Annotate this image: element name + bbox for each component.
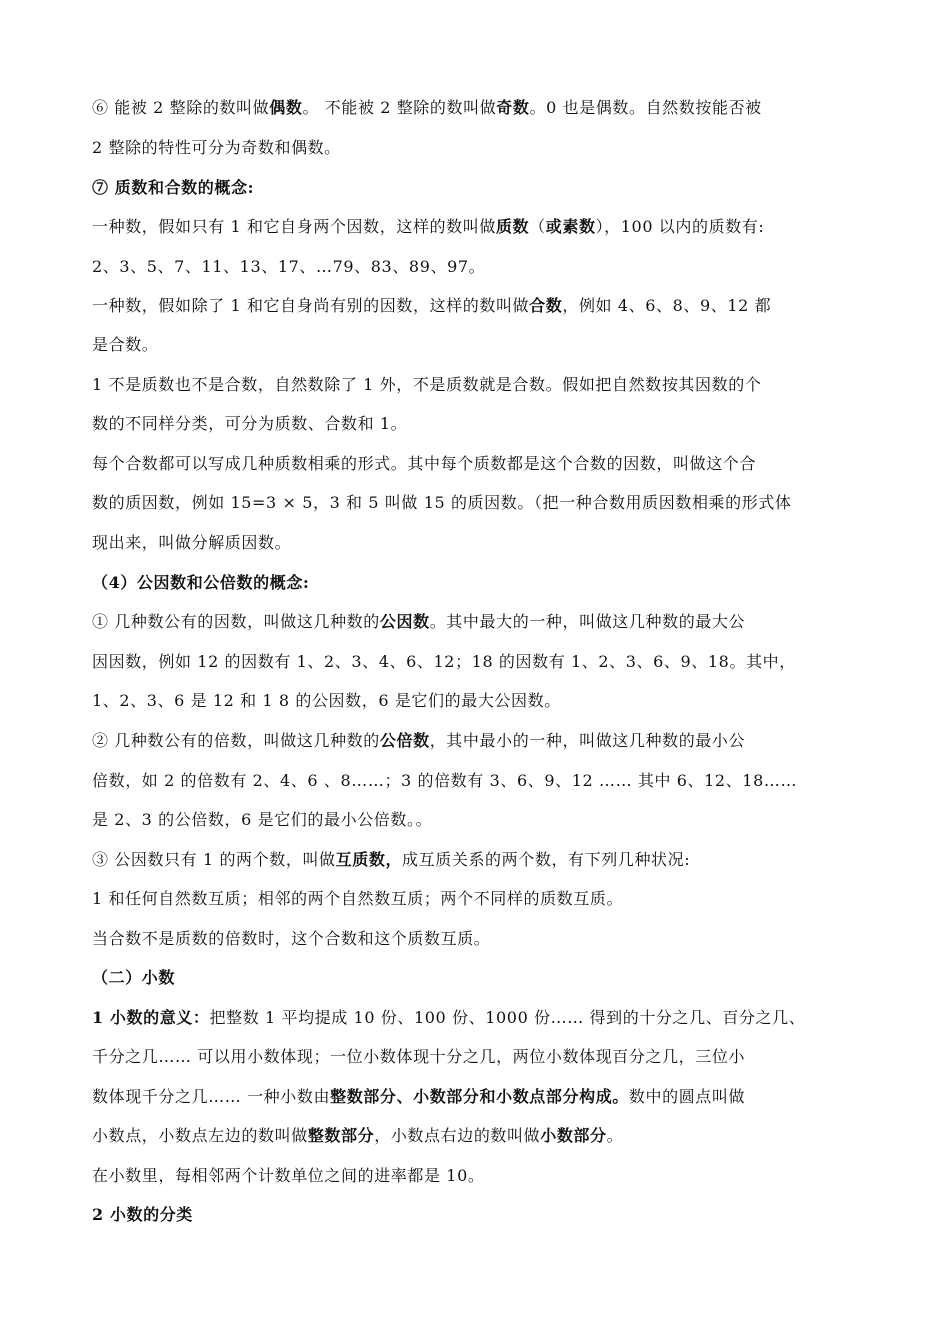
text-run: 。其中最大的一种，叫做这几种数的最大公 — [429, 612, 746, 631]
text-run: 。 不能被 2 整除的数叫做 — [302, 98, 497, 117]
text-line — [92, 888, 872, 910]
text-run: 数中的圆点叫做 — [628, 1087, 746, 1106]
text-line — [92, 1125, 872, 1147]
text-run: 1 和任何自然数互质；相邻的两个自然数互质；两个不同样的质数互质。 — [92, 889, 624, 908]
text-line — [92, 809, 872, 831]
bold-run: 互质数， — [335, 850, 403, 869]
text-line — [92, 572, 872, 594]
text-line — [92, 413, 872, 435]
text-run: 1、2、3、6 是 12 和 1 8 的公因数，6 是它们的最大公因数。 — [92, 691, 561, 710]
text-line — [92, 849, 872, 871]
text-run: ，小数点右边的数叫做 — [374, 1126, 541, 1145]
text-run: 小数点，小数点左边的数叫做 — [92, 1126, 308, 1145]
text-run: ① 几种数公有的因数，叫做这几种数的 — [92, 612, 380, 631]
text-run: ③ 公因数只有 1 的两个数，叫做 — [92, 850, 336, 869]
text-line — [92, 730, 872, 752]
text-run: （ — [529, 217, 546, 236]
text-run: 2、3、5、7、11、13、17、…79、83、89、97。 — [92, 257, 486, 276]
bold-run: 合数 — [529, 296, 563, 315]
text-run: 把整数 1 平均提成 10 份、100 份、1000 份…… 得到的十分之几、百分之几、 — [209, 1008, 806, 1027]
text-run: 现出来，叫做分解质因数。 — [92, 533, 292, 552]
text-line — [92, 1007, 872, 1029]
bold-run: 或素数 — [545, 217, 596, 236]
text-line — [92, 1046, 872, 1068]
bold-run: （二）小数 — [92, 968, 176, 987]
text-line — [92, 177, 872, 199]
text-run: ，例如 4、6、8、9、12 都 — [562, 296, 772, 315]
bold-run: 公倍数 — [379, 731, 430, 750]
bold-run: 整数部分 — [307, 1126, 375, 1145]
text-run: ，其中最小的一种，叫做这几种数的最小公 — [429, 731, 746, 750]
bold-run: （4）公因数和公倍数的概念: — [92, 573, 310, 592]
text-run: 2 整除的特性可分为奇数和偶数。 — [92, 138, 341, 157]
text-line — [92, 928, 872, 950]
text-run: 一种数，假如除了 1 和它自身尚有别的因数，这样的数叫做 — [92, 296, 530, 315]
text-run: 在小数里，每相邻两个计数单位之间的进率都是 10。 — [92, 1166, 485, 1185]
text-run: 数体现千分之几…… 一种小数由 — [92, 1087, 331, 1106]
text-run: 。0 也是偶数。自然数按能否被 — [529, 98, 762, 117]
text-line — [92, 967, 872, 989]
text-run: 每个合数都可以写成几种质数相乘的形式。其中每个质数都是这个合数的因数，叫做这个合 — [92, 454, 757, 473]
bold-run: 偶数 — [269, 98, 303, 117]
bold-run: 小数部分 — [540, 1126, 607, 1145]
text-line — [92, 690, 872, 712]
text-line — [92, 374, 872, 396]
bold-run: 整数部分、小数部分和小数点部分构成。 — [330, 1087, 629, 1106]
text-line — [92, 1086, 872, 1108]
text-line — [92, 137, 872, 159]
text-run: 是合数。 — [92, 335, 159, 354]
text-run: 1 不是质数也不是合数，自然数除了 1 外，不是质数就是合数。假如把自然数按其因数的个 — [92, 375, 762, 394]
text-line — [92, 256, 872, 278]
text-run: 。 — [606, 1126, 624, 1145]
bold-run: 1 小数的意义： — [92, 1008, 210, 1027]
text-run: ⑥ 能被 2 整除的数叫做 — [92, 98, 270, 117]
bold-run: 质数 — [495, 217, 530, 236]
text-line — [92, 453, 872, 475]
text-run: 是 2、3 的公倍数，6 是它们的最小公倍数。。 — [92, 810, 433, 829]
text-run: 数的质因数，例如 15=3 × 5，3 和 5 叫做 15 的质因数。（把一种合数用质因数相乘的形式体 — [92, 493, 792, 512]
text-line — [92, 770, 872, 792]
text-line — [92, 651, 872, 673]
text-run: 当合数不是质数的倍数时，这个合数和这个质数互质。 — [92, 929, 491, 948]
text-line — [92, 334, 872, 356]
text-line — [92, 1204, 872, 1226]
text-run: 成互质关系的两个数，有下列几种状况: — [402, 850, 691, 869]
text-run: 倍数，如 2 的倍数有 2、4、6 、8……；3 的倍数有 3、6、9、12 …… 其中 6、12、18…… — [92, 771, 798, 790]
bold-run: 奇数 — [496, 98, 530, 117]
text-run: 因因数，例如 12 的因数有 1、2、3、4、6、12；18 的因数有 1、2、3、6、9、18。其中， — [92, 652, 796, 671]
text-line — [92, 97, 872, 119]
text-line — [92, 532, 872, 554]
text-line — [92, 492, 872, 514]
text-run: 一种数，假如只有 1 和它自身两个因数，这样的数叫做 — [92, 217, 496, 236]
text-run: ），100 以内的质数有: — [595, 217, 765, 236]
bold-run: 公因数 — [379, 612, 430, 631]
text-line — [92, 611, 872, 633]
text-run: 数的不同样分类，可分为质数、合数和 1。 — [92, 414, 408, 433]
text-line — [92, 295, 872, 317]
text-line — [92, 1165, 872, 1187]
text-run: 千分之几…… 可以用小数体现；一位小数体现十分之几，两位小数体现百分之几，三位小 — [92, 1047, 746, 1066]
text-run: ② 几种数公有的倍数，叫做这几种数的 — [92, 731, 380, 750]
text-line — [92, 216, 872, 238]
bold-run: ⑦ 质数和合数的概念: — [92, 178, 255, 197]
bold-run: 2 小数的分类 — [92, 1205, 193, 1224]
